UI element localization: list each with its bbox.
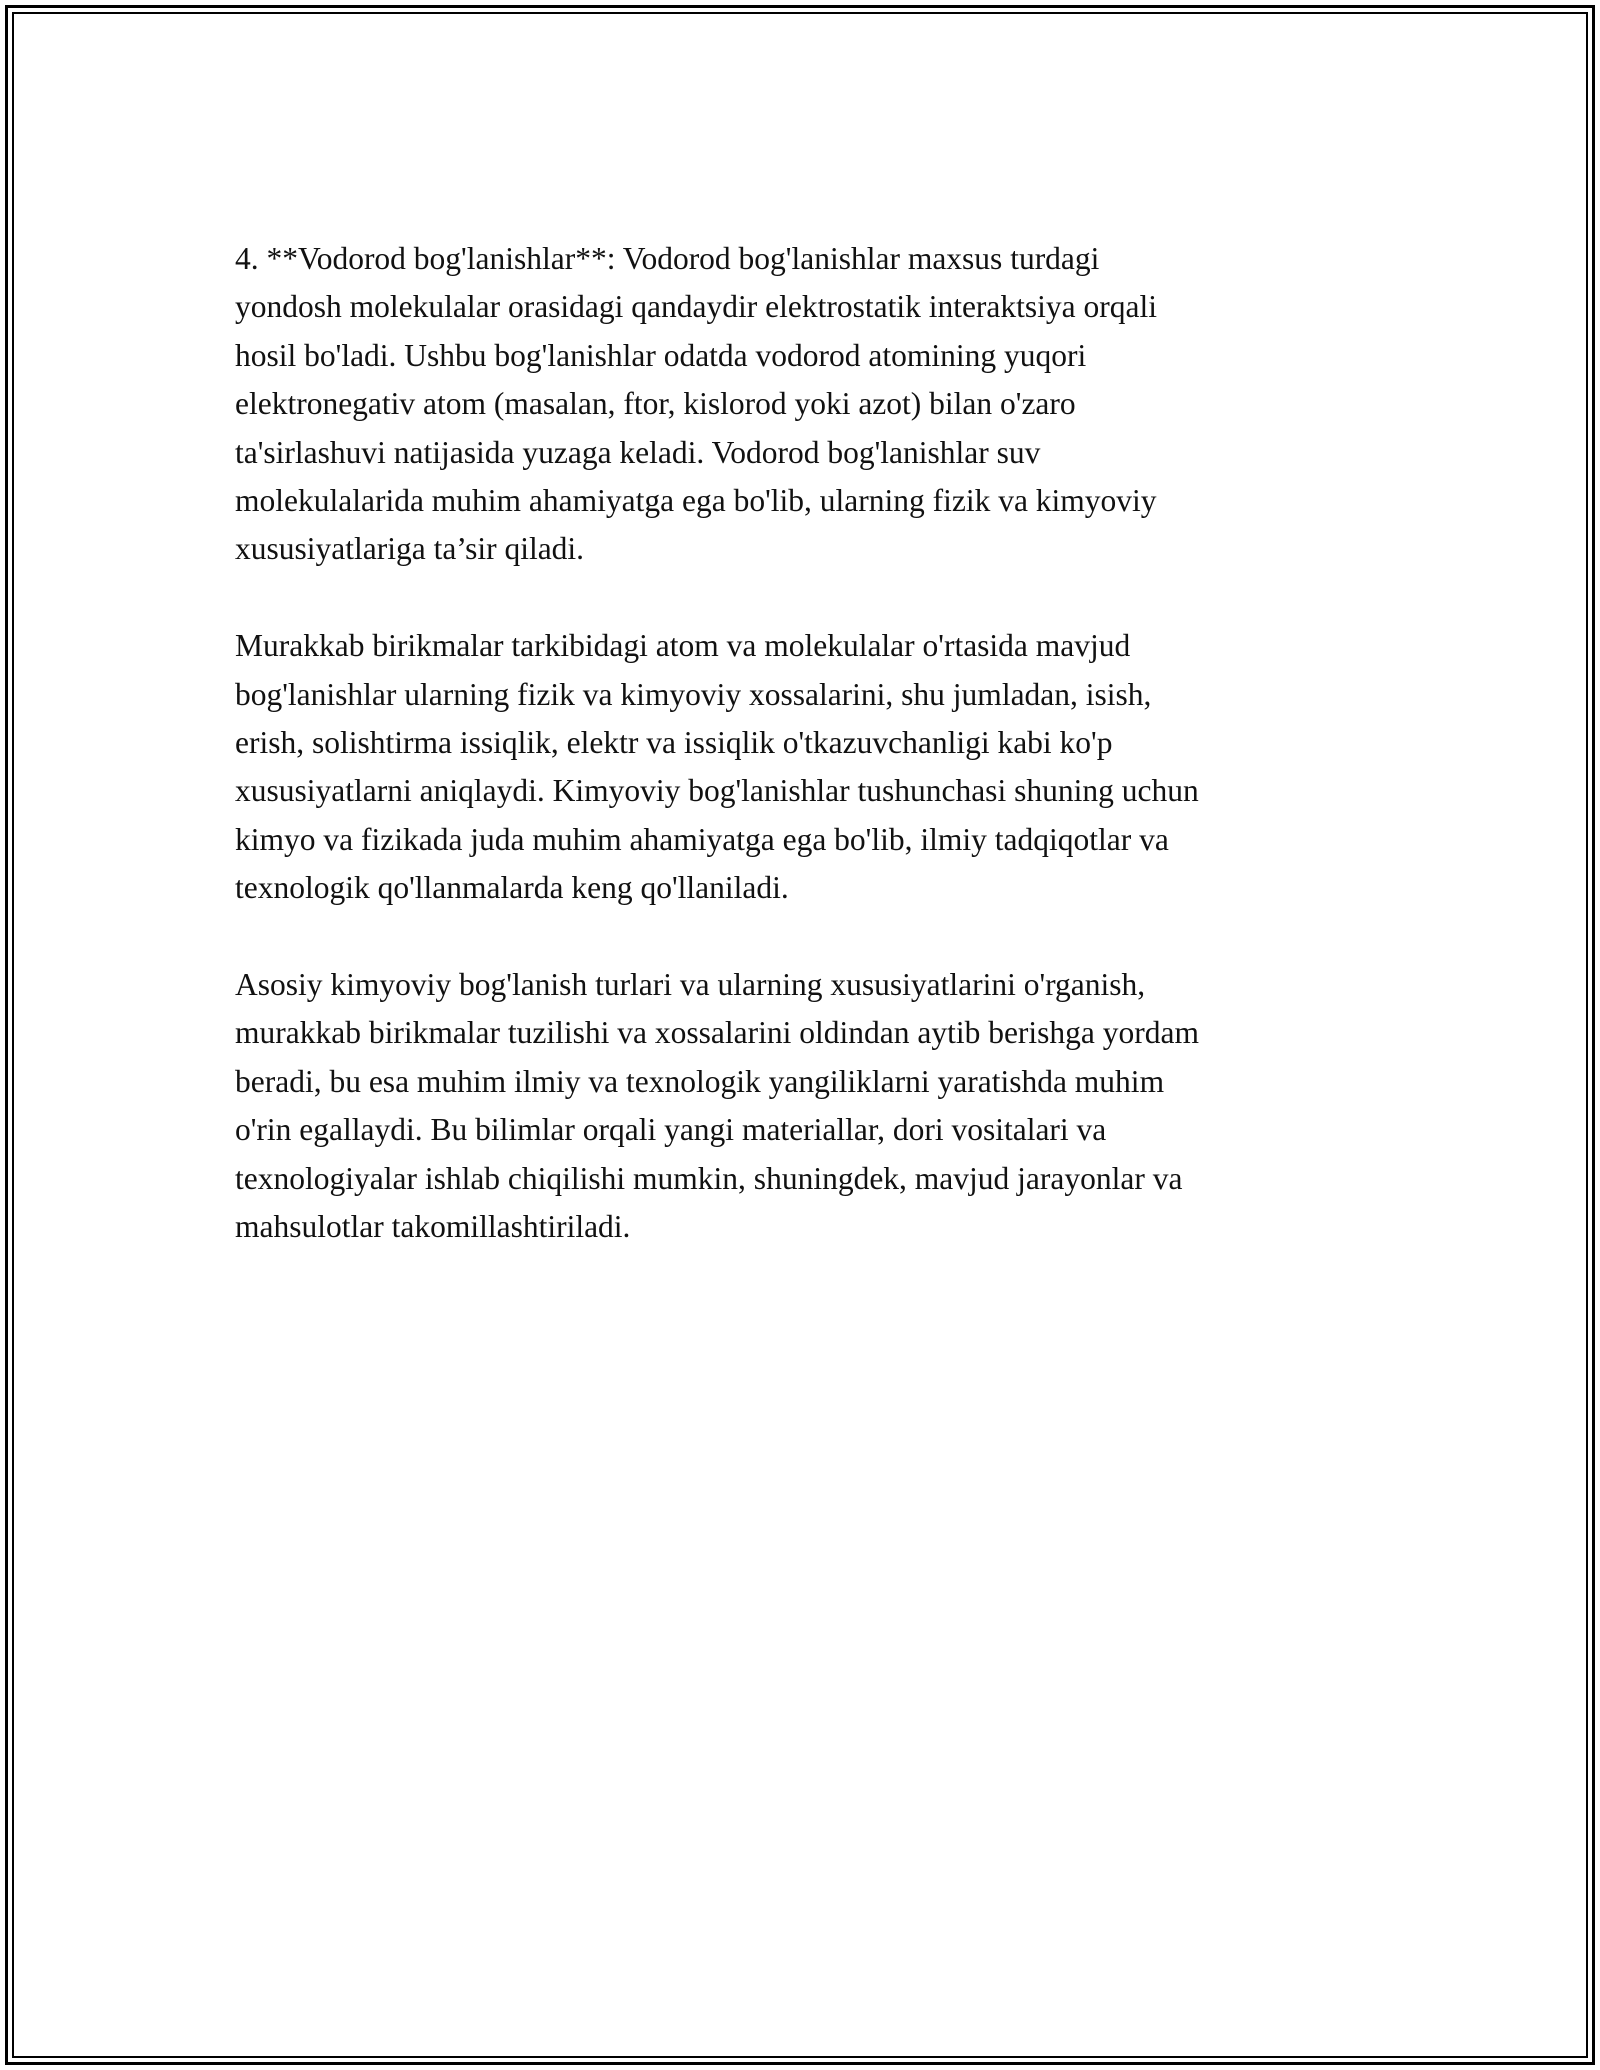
text-line: kimyo va fizikada juda muhim ahamiyatga ega bo'lib, ilmiy tadqiqotlar va — [235, 821, 1169, 857]
text-line: bog'lanishlar ularning fizik va kimyoviy xossalarini, shu jumladan, isish, — [235, 676, 1152, 712]
text-line: murakkab birikmalar tuzilishi va xossalarini oldindan aytib berishga yordam — [235, 1015, 1200, 1051]
text-line: beradi, bu esa muhim ilmiy va texnologik yangiliklarni yaratishda muhim — [235, 1063, 1165, 1099]
paragraph-hydrogen-bonds — [235, 235, 1375, 574]
text-line: yondosh molekulalar orasidagi qandaydir elektrostatik interaktsiya orqali — [235, 289, 1157, 325]
text-line: elektronegativ atom (masalan, ftor, kislorod yoki azot) bilan o'zaro — [235, 386, 1076, 422]
text-line: erish, solishtirma issiqlik, elektr va issiqlik o'tkazuvchanligi kabi ko'p — [235, 725, 1113, 761]
paragraph-compound-properties — [235, 622, 1375, 912]
text-line: texnologik qo'llanmalarda keng qo'llaniladi. — [235, 870, 789, 906]
document-body — [235, 235, 1375, 1300]
text-line: Asosiy kimyoviy bog'lanish turlari va ularning xususiyatlarini o'rganish, — [235, 967, 1146, 1003]
text-line: ta'sirlashuvi natijasida yuzaga keladi. Vodorod bog'lanishlar suv — [235, 434, 1041, 470]
text-line: hosil bo'ladi. Ushbu bog'lanishlar odatda vodorod atomining yuqori — [235, 337, 1087, 373]
text-line: o'rin egallaydi. Bu bilimlar orqali yangi materiallar, dori vositalari va — [235, 1112, 1107, 1148]
text-line: molekulalarida muhim ahamiyatga ega bo'lib, ularning fizik va kimyoviy — [235, 483, 1157, 519]
text-line: xususiyatlarni aniqlaydi. Kimyoviy bog'lanishlar tushunchasi shuning uchun — [235, 773, 1199, 809]
text-line: Murakkab birikmalar tarkibidagi atom va molekulalar o'rtasida mavjud — [235, 628, 1131, 664]
paragraph-bond-types-study — [235, 961, 1375, 1251]
text-line: texnologiyalar ishlab chiqilishi mumkin, shuningdek, mavjud jarayonlar va — [235, 1160, 1183, 1196]
text-line: xususiyatlariga ta’sir qiladi. — [235, 531, 585, 567]
text-line: mahsulotlar takomillashtiriladi. — [235, 1209, 631, 1245]
text-line: 4. **Vodorod bog'lanishlar**: Vodorod bog'lanishlar maxsus turdagi — [235, 241, 1100, 276]
